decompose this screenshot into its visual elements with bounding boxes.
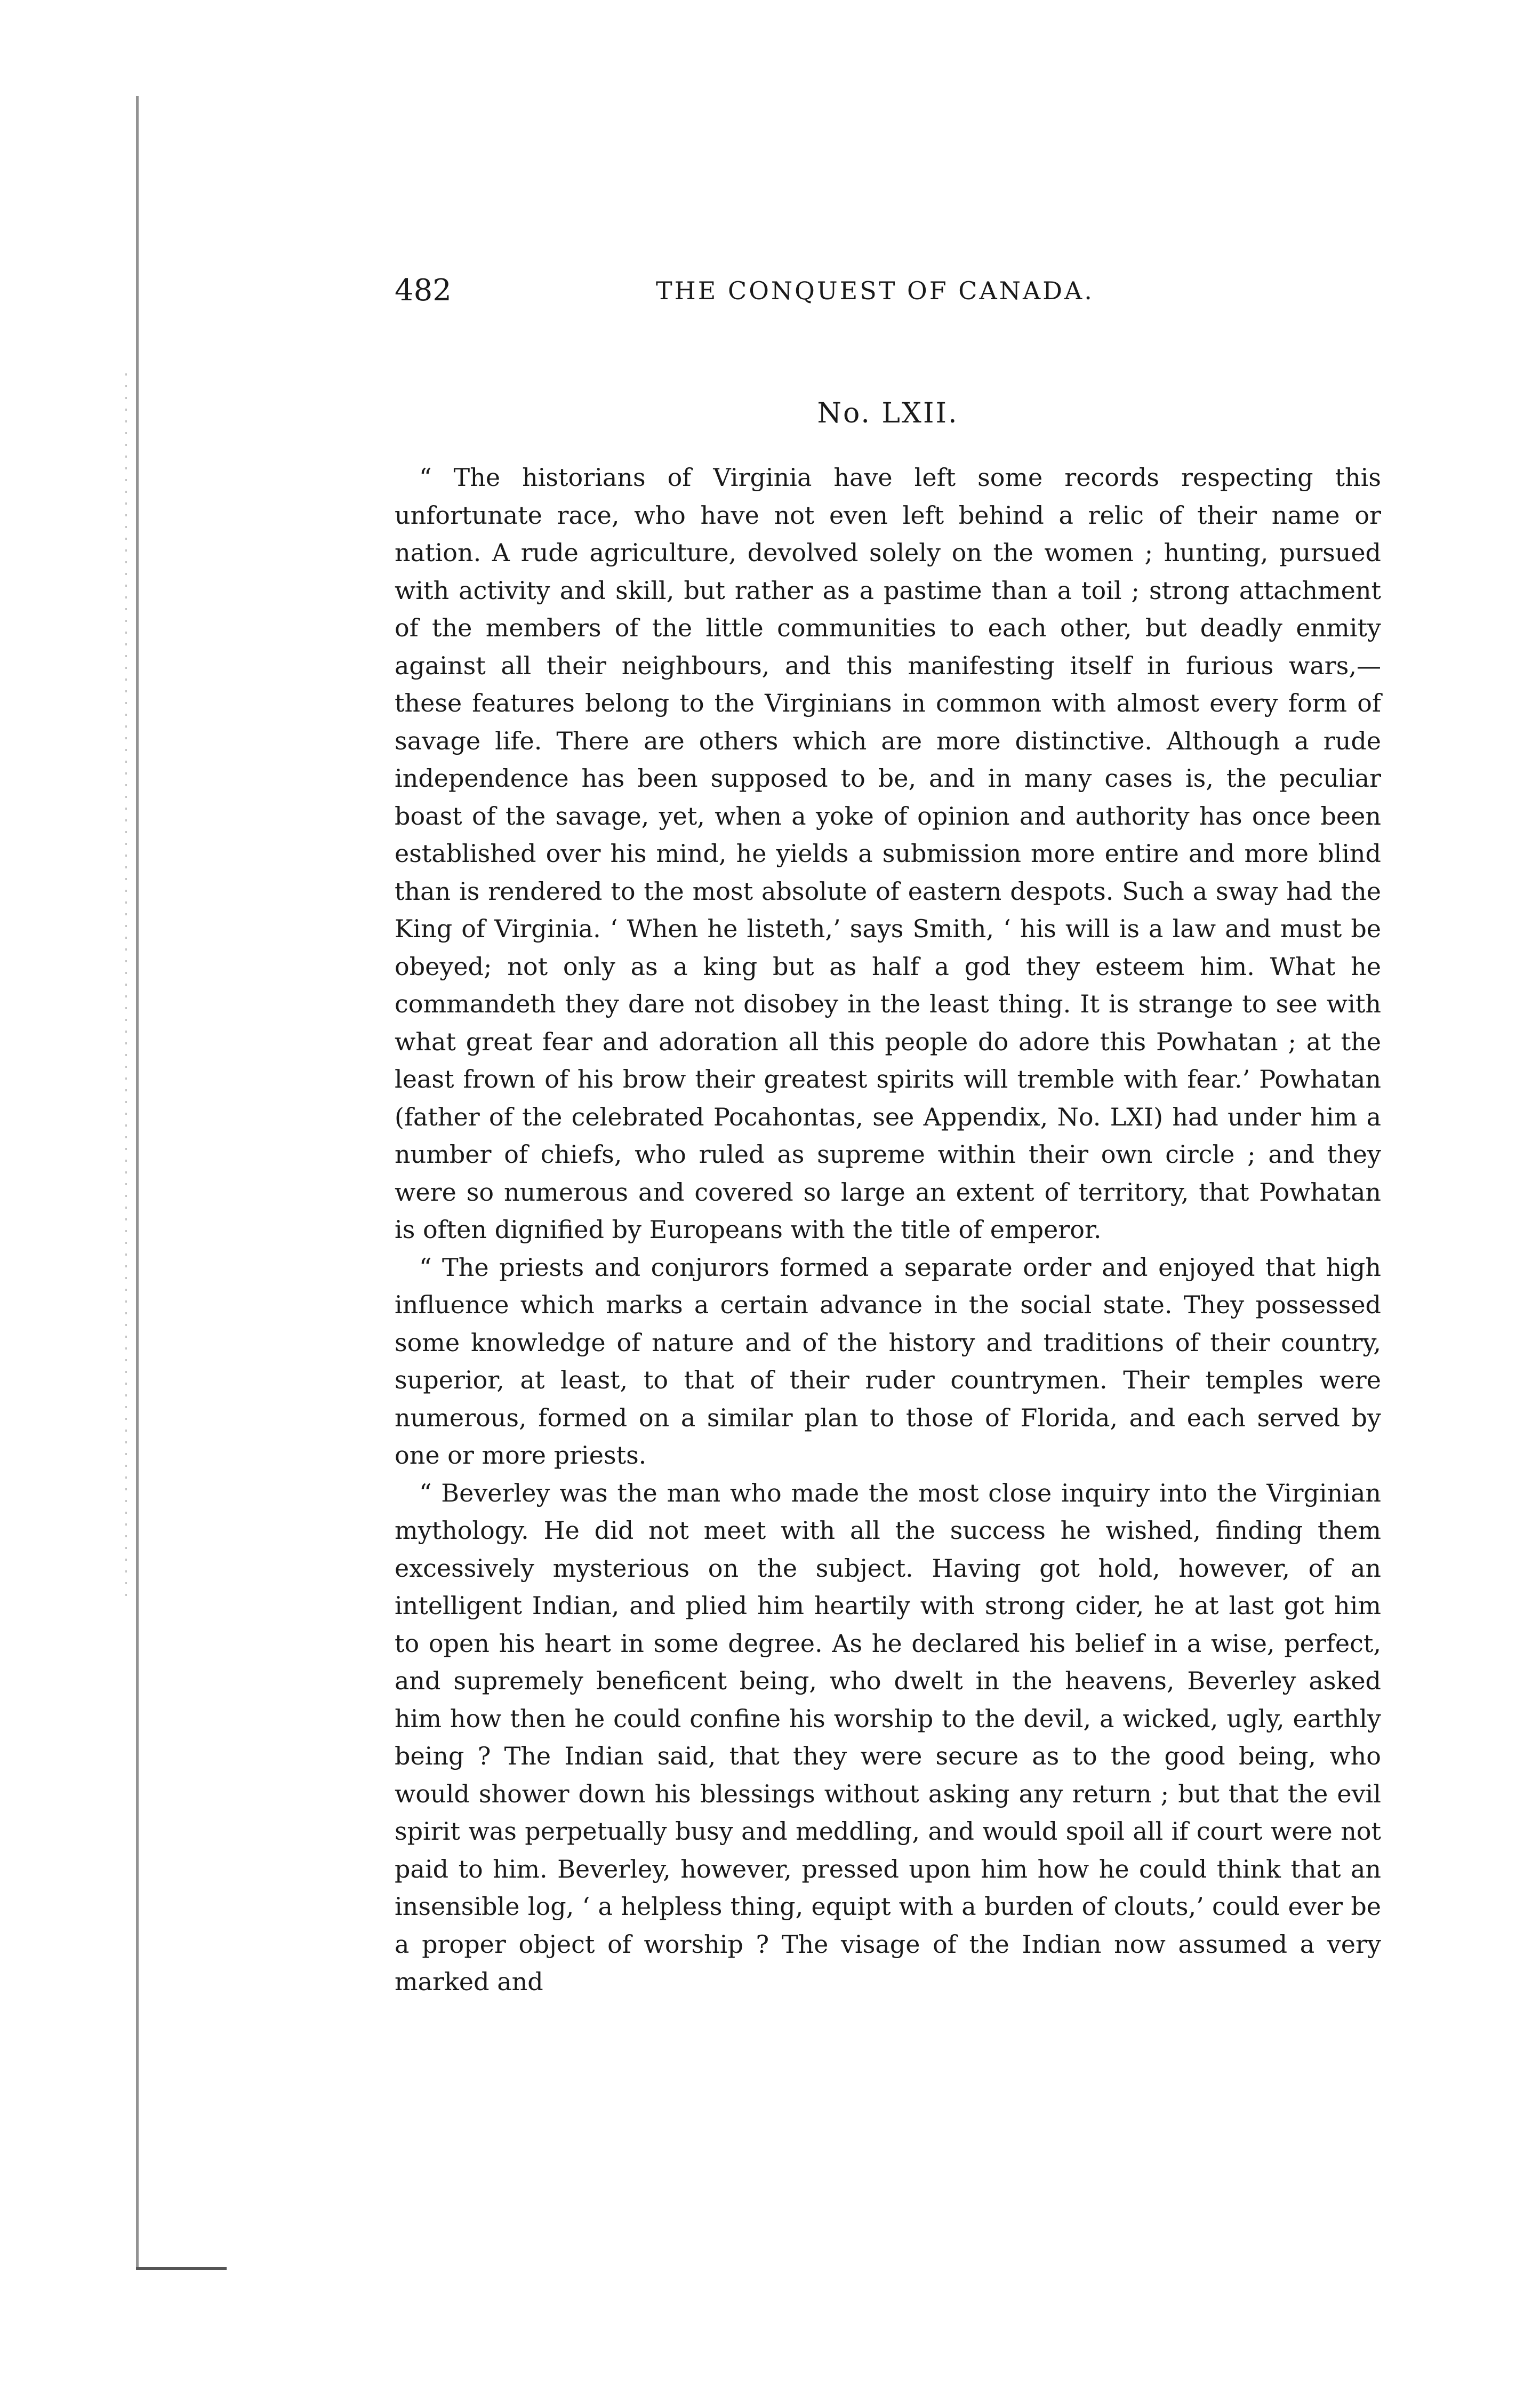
running-head [395,269,1381,312]
page-number: 482 [395,273,452,308]
scan-noise-dots [125,373,127,1600]
paragraph-2: “ The priests and conjurors formed a separate order and enjoyed that high influence which marks a certain advance in the social state. They possessed some knowledge of nature and of the history and traditions of their country, superior, at least, to that of their ruder countrymen. Their temples were numerous, formed on a similar plan to those of Florida, and each served by one or more priests. [395,1252,1381,1470]
section-heading: No. LXII. [817,397,959,429]
paragraph-3: “ Beverley was the man who made the most close inquiry into the Virginian mythology. He did not meet with all the success he wished, finding them excessively mysterious on the subject. Having got hold, however, of an intelligent Indian, and plied him heartily with strong cider, he at last got him to open his heart in some degree. As he declared his belief in a wise, perfect, and supremely beneficent being, who dwelt in the heavens, Beverley asked him how then he could confine his worship to the devil, a wicked, ugly, earthly being ? The Indian said, that they were secure as to the good being, who would shower down his blessings without asking any return ; but that the evil spirit was perpetually busy and meddling, and would spoil all if court were not paid to him. Beverley, however, pressed upon him how he could think that an insensible log, ‘ a helpless thing, equipt with a burden of clouts,’ could ever be a proper object of worship ? The visage of the Indian now assumed a very marked and [395,1478,1381,1996]
scan-edge-foot [136,2267,227,2270]
running-title: THE CONQUEST OF CANADA. [656,276,1094,305]
paragraph-1: “ The historians of Virginia have left some records respecting this unfortunate race, who have not even left behind a relic of their name or nation. A rude agriculture, devolved solely on the women ; hunting, pursued with activity and skill, but rather as a pastime than a toil ; strong attachment of the members of the little communities to each other, but deadly enmity against all their neighbours, and this manifesting itself in furious wars,— these features belong to the Virginians in common with almost every form of savage life. There are others which are more distinctive. Although a rude independence has been supposed to be, and in many cases is, the peculiar boast of the savage, yet, when a yoke of opinion and authority has once been established over his mind, he yields a submission more entire and more blind than is rendered to the most absolute of eastern despots. Such a sway had the King of Virginia. ‘ When he listeth,’ says Smith, ‘ his will is a law and must be obeyed; not only as a king but as half a god they esteem him. What he commandeth they dare not disobey in the least thing. It is strange to see with what great fear and adoration all this people do adore this Powhatan ; at the least frown of his brow their greatest spirits will tremble with fear.’ Powhatan (father of the celebrated Pocahontas, see Appendix, No. LXI) had under him a number of chiefs, who ruled as supreme within their own circle ; and they were so numerous and covered so large an extent of territory, that Powhatan is often dignified by Europeans with the title of emperor. [395,463,1381,1244]
body-text [395,459,1381,2001]
scan-edge-line [136,96,141,2267]
